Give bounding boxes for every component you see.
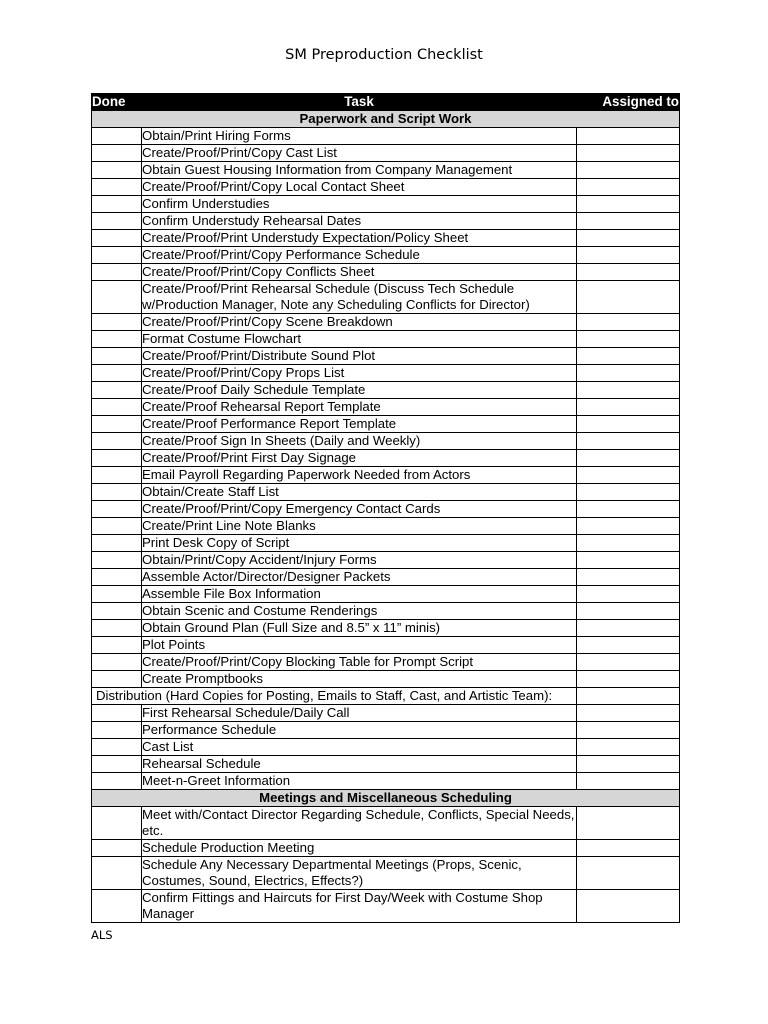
table-row: [92, 840, 680, 857]
assigned-to-cell[interactable]: [577, 230, 680, 247]
task-cell: Create Promptbooks: [142, 671, 577, 688]
task-cell: Schedule Production Meeting: [142, 840, 577, 857]
task-cell: Create/Proof Performance Report Template: [142, 416, 577, 433]
task-cell: Create/Proof/Print/Copy Performance Schedule: [142, 247, 577, 264]
table-row: [92, 501, 680, 518]
page-title: SM Preproduction Checklist: [285, 47, 483, 63]
done-cell[interactable]: [92, 179, 142, 196]
assigned-to-cell[interactable]: [577, 365, 680, 382]
done-cell[interactable]: [92, 739, 142, 756]
task-cell: Meet-n-Greet Information: [142, 773, 577, 790]
done-cell[interactable]: [92, 399, 142, 416]
task-cell: Cast List: [142, 739, 577, 756]
table-row: [92, 654, 680, 671]
checklist-table: [91, 93, 680, 923]
table-row: [92, 739, 680, 756]
assigned-to-cell[interactable]: [577, 484, 680, 501]
table-row: [92, 179, 680, 196]
done-cell[interactable]: [92, 213, 142, 230]
header-task: Task: [142, 94, 577, 111]
assigned-to-cell[interactable]: [577, 501, 680, 518]
done-cell[interactable]: [92, 637, 142, 654]
table-row: [92, 467, 680, 484]
done-cell[interactable]: [92, 145, 142, 162]
footer-initials: ALS: [91, 928, 113, 942]
assigned-to-cell[interactable]: [577, 586, 680, 603]
table-row: [92, 484, 680, 501]
assigned-to-cell[interactable]: [577, 382, 680, 399]
section-header-row: [92, 790, 680, 807]
assigned-to-cell[interactable]: [577, 399, 680, 416]
table-row: [92, 450, 680, 467]
assigned-to-cell[interactable]: [577, 722, 680, 739]
assigned-to-cell[interactable]: [577, 128, 680, 145]
task-cell: Performance Schedule: [142, 722, 577, 739]
task-cell: Obtain Ground Plan (Full Size and 8.5” x 11” minis): [142, 620, 577, 637]
table-row: [92, 348, 680, 365]
table-row: [92, 807, 680, 840]
done-cell[interactable]: [92, 857, 142, 890]
table-row: [92, 535, 680, 552]
done-cell[interactable]: [92, 756, 142, 773]
assigned-to-cell[interactable]: [577, 857, 680, 890]
assigned-to-cell[interactable]: [577, 179, 680, 196]
done-cell[interactable]: [92, 603, 142, 620]
table-row: [92, 569, 680, 586]
assigned-to-cell[interactable]: [577, 196, 680, 213]
distribution-label: Distribution (Hard Copies for Posting, Emails to Staff, Cast, and Artistic Team):: [92, 688, 577, 705]
assigned-to-cell[interactable]: [577, 535, 680, 552]
table-row: [92, 145, 680, 162]
done-cell[interactable]: [92, 773, 142, 790]
assigned-to-cell[interactable]: [577, 773, 680, 790]
task-cell: Assemble Actor/Director/Designer Packets: [142, 569, 577, 586]
assigned-to-cell[interactable]: [577, 890, 680, 923]
assigned-to-cell[interactable]: [577, 162, 680, 179]
table-header-row: [92, 94, 680, 111]
done-cell[interactable]: [92, 128, 142, 145]
task-cell: Create/Proof/Print/Copy Cast List: [142, 145, 577, 162]
task-cell: Create/Proof/Print/Copy Conflicts Sheet: [142, 264, 577, 281]
task-cell: Create/Proof/Print Understudy Expectation/Policy Sheet: [142, 230, 577, 247]
assigned-to-cell[interactable]: [577, 331, 680, 348]
table-row: [92, 637, 680, 654]
table-row: [92, 213, 680, 230]
table-row: [92, 552, 680, 569]
task-cell: Meet with/Contact Director Regarding Schedule, Conflicts, Special Needs, etc.: [142, 807, 577, 840]
task-cell: Create/Proof/Print/Copy Scene Breakdown: [142, 314, 577, 331]
done-cell[interactable]: [92, 196, 142, 213]
table-row: [92, 314, 680, 331]
table-row: [92, 671, 680, 688]
assigned-to-cell[interactable]: [577, 433, 680, 450]
distribution-header-row: [92, 688, 680, 705]
task-cell: Schedule Any Necessary Departmental Meetings (Props, Scenic, Costumes, Sound, Electrics, Effects?): [142, 857, 577, 890]
assigned-to-cell[interactable]: [577, 569, 680, 586]
assigned-to-cell[interactable]: [577, 654, 680, 671]
table-row: [92, 603, 680, 620]
assigned-to-cell[interactable]: [577, 264, 680, 281]
assigned-to-cell[interactable]: [577, 688, 680, 705]
done-cell[interactable]: [92, 484, 142, 501]
done-cell[interactable]: [92, 535, 142, 552]
table-row: [92, 281, 680, 314]
table-row: [92, 433, 680, 450]
table-row: [92, 857, 680, 890]
table-row: [92, 365, 680, 382]
assigned-to-cell[interactable]: [577, 348, 680, 365]
task-cell: Create/Proof Sign In Sheets (Daily and Weekly): [142, 433, 577, 450]
assigned-to-cell[interactable]: [577, 213, 680, 230]
task-cell: Create/Proof/Print/Copy Local Contact Sheet: [142, 179, 577, 196]
task-cell: Plot Points: [142, 637, 577, 654]
done-cell[interactable]: [92, 705, 142, 722]
assigned-to-cell[interactable]: [577, 467, 680, 484]
task-cell: Create/Proof/Print Rehearsal Schedule (Discuss Tech Schedule w/Production Manager, Note any Scheduling Conflicts for Director): [142, 281, 577, 314]
table-row: [92, 230, 680, 247]
task-cell: Rehearsal Schedule: [142, 756, 577, 773]
task-cell: Confirm Fittings and Haircuts for First Day/Week with Costume Shop Manager: [142, 890, 577, 923]
task-cell: Assemble File Box Information: [142, 586, 577, 603]
task-cell: Create/Proof/Print/Distribute Sound Plot: [142, 348, 577, 365]
task-cell: Create/Proof/Print/Copy Blocking Table for Prompt Script: [142, 654, 577, 671]
task-cell: Format Costume Flowchart: [142, 331, 577, 348]
table-row: [92, 756, 680, 773]
assigned-to-cell[interactable]: [577, 807, 680, 840]
assigned-to-cell[interactable]: [577, 518, 680, 535]
done-cell[interactable]: [92, 552, 142, 569]
assigned-to-cell[interactable]: [577, 314, 680, 331]
section-header-row: [92, 111, 680, 128]
header-done: Done: [92, 94, 142, 111]
task-cell: Confirm Understudy Rehearsal Dates: [142, 213, 577, 230]
done-cell[interactable]: [92, 620, 142, 637]
task-cell: Create/Proof/Print First Day Signage: [142, 450, 577, 467]
task-cell: Obtain/Print/Copy Accident/Injury Forms: [142, 552, 577, 569]
done-cell[interactable]: [92, 671, 142, 688]
task-cell: Print Desk Copy of Script: [142, 535, 577, 552]
done-cell[interactable]: [92, 382, 142, 399]
done-cell[interactable]: [92, 654, 142, 671]
assigned-to-cell[interactable]: [577, 840, 680, 857]
assigned-to-cell[interactable]: [577, 247, 680, 264]
task-cell: Obtain/Create Staff List: [142, 484, 577, 501]
done-cell[interactable]: [92, 416, 142, 433]
task-cell: Email Payroll Regarding Paperwork Needed from Actors: [142, 467, 577, 484]
table-row: [92, 518, 680, 535]
table-row: [92, 399, 680, 416]
table-row: [92, 722, 680, 739]
table-row: [92, 773, 680, 790]
task-cell: Obtain Guest Housing Information from Company Management: [142, 162, 577, 179]
done-cell[interactable]: [92, 467, 142, 484]
assigned-to-cell[interactable]: [577, 603, 680, 620]
table-row: [92, 331, 680, 348]
done-cell[interactable]: [92, 840, 142, 857]
section-title: Meetings and Miscellaneous Scheduling: [92, 790, 680, 807]
assigned-to-cell[interactable]: [577, 552, 680, 569]
assigned-to-cell[interactable]: [577, 281, 680, 314]
table-row: [92, 620, 680, 637]
done-cell[interactable]: [92, 314, 142, 331]
done-cell[interactable]: [92, 807, 142, 840]
assigned-to-cell[interactable]: [577, 620, 680, 637]
table-row: [92, 705, 680, 722]
checklist-body: [92, 111, 680, 923]
done-cell[interactable]: [92, 247, 142, 264]
task-cell: Obtain/Print Hiring Forms: [142, 128, 577, 145]
done-cell[interactable]: [92, 348, 142, 365]
done-cell[interactable]: [92, 433, 142, 450]
table-row: [92, 247, 680, 264]
task-cell: Confirm Understudies: [142, 196, 577, 213]
done-cell[interactable]: [92, 569, 142, 586]
table-row: [92, 128, 680, 145]
done-cell[interactable]: [92, 501, 142, 518]
done-cell[interactable]: [92, 162, 142, 179]
assigned-to-cell[interactable]: [577, 705, 680, 722]
table-row: [92, 196, 680, 213]
done-cell[interactable]: [92, 450, 142, 467]
task-cell: Create/Proof/Print/Copy Emergency Contact Cards: [142, 501, 577, 518]
assigned-to-cell[interactable]: [577, 637, 680, 654]
done-cell[interactable]: [92, 365, 142, 382]
assigned-to-cell[interactable]: [577, 671, 680, 688]
done-cell[interactable]: [92, 518, 142, 535]
done-cell[interactable]: [92, 722, 142, 739]
done-cell[interactable]: [92, 586, 142, 603]
done-cell[interactable]: [92, 890, 142, 923]
table-row: [92, 416, 680, 433]
table-row: [92, 162, 680, 179]
assigned-to-cell[interactable]: [577, 450, 680, 467]
table-row: [92, 382, 680, 399]
task-cell: First Rehearsal Schedule/Daily Call: [142, 705, 577, 722]
assigned-to-cell[interactable]: [577, 756, 680, 773]
section-title: Paperwork and Script Work: [92, 111, 680, 128]
table-row: [92, 586, 680, 603]
task-cell: Obtain Scenic and Costume Renderings: [142, 603, 577, 620]
table-row: [92, 264, 680, 281]
header-assigned-to: Assigned to: [577, 94, 680, 111]
assigned-to-cell[interactable]: [577, 145, 680, 162]
table-row: [92, 890, 680, 923]
assigned-to-cell[interactable]: [577, 416, 680, 433]
task-cell: Create/Proof/Print/Copy Props List: [142, 365, 577, 382]
task-cell: Create/Proof Daily Schedule Template: [142, 382, 577, 399]
done-cell[interactable]: [92, 230, 142, 247]
done-cell[interactable]: [92, 264, 142, 281]
task-cell: Create/Proof Rehearsal Report Template: [142, 399, 577, 416]
task-cell: Create/Print Line Note Blanks: [142, 518, 577, 535]
done-cell[interactable]: [92, 331, 142, 348]
assigned-to-cell[interactable]: [577, 739, 680, 756]
done-cell[interactable]: [92, 281, 142, 314]
